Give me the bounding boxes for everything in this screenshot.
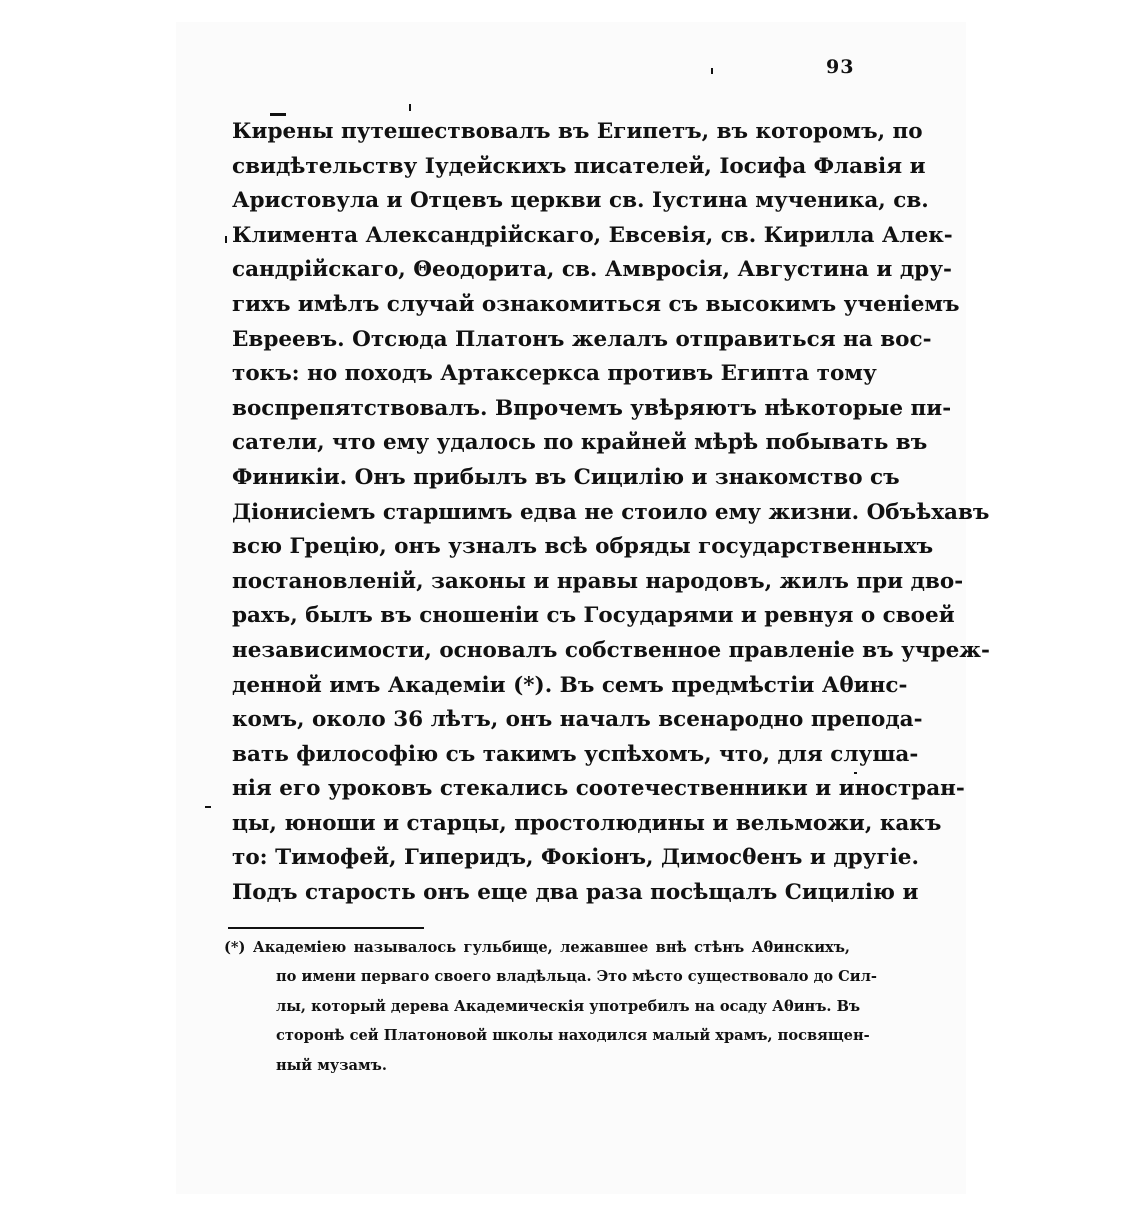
- footnote-line: сторонѣ сей Платоновой школы находился малый храмъ, посвящен-: [276, 1027, 870, 1045]
- footnote-line: лы, который дерева Академическія употребилъ на осаду Аθинъ. Въ: [276, 997, 861, 1015]
- body-line: сатели, что ему удалось по крайней мѣрѣ побывать въ: [232, 430, 928, 456]
- body-line: вать философію съ такимъ успѣхомъ, что, для слушa-: [232, 741, 919, 767]
- body-line: Аристовула и Отцевъ церкви св. Іустина мученика, св.: [232, 188, 929, 214]
- body-line: Діонисіемъ старшимъ едва не стоило ему жизни. Объѣхавъ: [232, 499, 990, 525]
- body-line: сандрійскаго, Θеодорита, св. Амвросія, Августина и дру-: [232, 257, 952, 283]
- body-line: Климента Александрійскаго, Евсевія, св. Кирилла Алек-: [232, 222, 953, 248]
- body-line: Евреевъ. Отсюда Платонъ желалъ отправиться на вос-: [232, 326, 932, 352]
- body-line: токъ: но походъ Артаксеркса противъ Египта тому: [232, 361, 877, 387]
- body-line: гихъ имѣлъ случай ознакомиться съ высокимъ ученіемъ: [232, 291, 960, 317]
- ink-speck: [854, 772, 857, 774]
- footnote-divider: [228, 927, 424, 929]
- body-line: независимости, основалъ собственное правленіе въ учреж-: [232, 637, 990, 663]
- body-text: [232, 115, 990, 911]
- body-line: нія его уроковъ стекались соотечественники и иностран-: [232, 776, 965, 802]
- body-line: всю Грецію, онъ узналъ всѣ обряды государственныхъ: [232, 534, 934, 560]
- body-line: постановленій, законы и нравы народовъ, жилъ при дво-: [232, 568, 964, 594]
- page-number: 93: [826, 56, 855, 78]
- ink-speck: [409, 104, 411, 111]
- body-line: денной имъ Академіи (*). Въ семъ предмѣстіи Аθинс-: [232, 672, 908, 698]
- ink-speck: [205, 806, 211, 808]
- body-line: то: Тимофей, Гиперидъ, Фокіонъ, Димосθенъ и другіе.: [232, 845, 919, 871]
- ink-speck: [711, 68, 713, 74]
- footnote-line: (*) Академіею называлось гульбище, лежавшее внѣ стѣнъ Аθинскихъ,: [224, 939, 850, 956]
- footnote: [224, 933, 877, 1080]
- body-line: воспрепятствовалъ. Впрочемъ увѣряютъ нѣкоторые пи-: [232, 395, 952, 421]
- body-line: комъ, около 36 лѣтъ, онъ началъ всенародно препода-: [232, 707, 923, 733]
- body-line: Подъ старость онъ еще два раза посѣщалъ Сицилію и: [232, 880, 919, 906]
- body-line: Финикіи. Онъ прибылъ въ Сицилію и знакомство съ: [232, 464, 900, 490]
- body-line: цы, юноши и старцы, простолюдины и вельможи, какъ: [232, 810, 942, 836]
- footnote-line: ный музамъ.: [276, 1056, 387, 1074]
- body-line: свидѣтельству Іудейскихъ писателей, Іосифа Флавія и: [232, 153, 926, 179]
- ink-speck: [225, 236, 227, 243]
- footnote-line: по имени перваго своего владѣльца. Это мѣсто существовало до Сил-: [276, 968, 877, 986]
- body-line: Кирены путешествовалъ въ Египетъ, въ которомъ, по: [232, 119, 923, 144]
- body-line: рахъ, былъ въ сношеніи съ Государями и ревнуя о своей: [232, 603, 955, 629]
